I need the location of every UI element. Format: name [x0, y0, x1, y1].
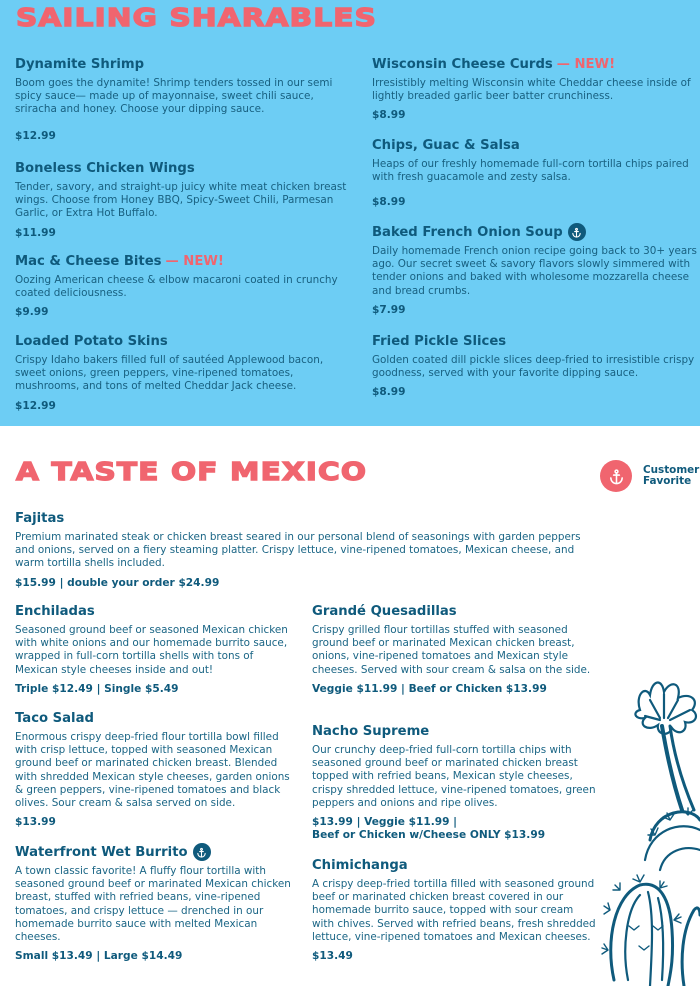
item-name: Taco Salad [15, 711, 94, 726]
legend-line-2: Favorite [643, 475, 692, 487]
item-description: Daily homemade French onion recipe going back to 30+ years ago. Our secret sweet & savory flavors slowly simmered with tender onions and baked with wholesome mozzarella cheese and bread crumbs. [372, 245, 697, 297]
item-description: Enormous crispy deep-fried flour tortilla bowl filled with crisp lettuce, topped with seasoned Mexican ground beef or marinated chicken breast. Blended with shredded Mexican style cheeses, garden onions & green peppers, vine-ripened tomatoes and black olives. Sour cream & salsa served on side. [15, 731, 290, 810]
section-title-sharables: SAILING SHARABLES [16, 3, 378, 32]
item-price: Triple $12.49 | Single $5.49 [15, 682, 179, 695]
item-description: Tender, savory, and straight-up juicy white meat chicken breast wings. Choose from Honey BBQ, Spicy-Sweet Chili, Parmesan Garlic, or Extra Hot Buffalo. [15, 181, 347, 220]
item-price: $8.99 [372, 386, 406, 399]
item-description: Golden coated dill pickle slices deep-fried to irresistible crispy goodness, served with your favorite dipping sauce. [372, 354, 695, 380]
item-name: Baked French Onion Soup [372, 224, 563, 240]
item-description: Heaps of our freshly homemade full-corn tortilla chips paired with fresh guacamole and zesty salsa. [372, 158, 689, 184]
menu-item-fajitas [15, 510, 585, 590]
item-price: Veggie $11.99 | Beef or Chicken $13.99 [312, 682, 547, 695]
item-name: Wisconsin Cheese Curds [372, 57, 553, 72]
item-name: Chimichanga [312, 858, 408, 873]
item-name: Nacho Supreme [312, 724, 430, 739]
item-price: $8.99 [372, 109, 406, 122]
item-name: Boneless Chicken Wings [15, 161, 195, 176]
item-name: Grandé Quesadillas [312, 604, 457, 619]
menu-item-fried-pickle-slices [372, 333, 698, 399]
new-badge: — NEW! [556, 57, 616, 72]
item-price: $7.99 [372, 303, 406, 316]
item-price: $12.99 [15, 129, 56, 142]
menu-item-waterfront-wet-burrito [15, 843, 297, 963]
anchor-icon [600, 460, 632, 492]
item-price [312, 816, 597, 842]
menu-item-enchiladas [15, 603, 297, 696]
item-price: $13.99 [15, 816, 56, 829]
item-name: Mac & Cheese Bites [15, 254, 162, 269]
item-name: Fajitas [15, 511, 65, 526]
item-description: A crispy deep-fried tortilla filled with seasoned ground beef or marinated chicken breast covered in our homemade burrito sauce, topped with sour cream with chives. Served with refried beans, fresh shredded lettuce, vine-ripened tomatoes and Mexican cheeses. [312, 878, 596, 943]
menu-item-wisconsin-cheese-curds [372, 56, 698, 122]
customer-favorite-anchor-icon [568, 223, 586, 241]
menu-item-boneless-chicken-wings [15, 160, 355, 240]
legend-label [643, 465, 699, 488]
item-description: Irresistibly melting Wisconsin white Cheddar cheese inside of lightly breaded garlic beer batter crunchiness. [372, 77, 691, 103]
menu-item-chips-guac-salsa [372, 137, 698, 209]
menu-item-chimichanga [312, 857, 597, 963]
item-name-row [372, 56, 698, 73]
item-price: $11.99 [15, 226, 56, 239]
section-title-mexico: A TASTE OF MEXICO [16, 457, 368, 486]
item-description: Seasoned ground beef or seasoned Mexican chicken with white onions and our homemade burrito sauce, wrapped in full-corn tortilla shells with tons of Mexican style cheeses inside and out! [15, 624, 288, 676]
menu-item-mac-cheese-bites [15, 253, 355, 319]
item-description: Crispy grilled flour tortillas stuffed with seasoned ground beef or marinated Mexican chicken breast, onions, vine-ripened tomatoes and Mexican style cheeses. Served with sour cream & salsa on the side. [312, 624, 591, 676]
item-price-line-2: Beef or Chicken w/Cheese ONLY $13.99 [312, 829, 546, 842]
item-price-line-1: $13.99 | Veggie $11.99 | [312, 816, 458, 829]
cactus-illustration [600, 670, 700, 986]
item-description: Crispy Idaho bakers filled full of sautéed Applewood bacon, sweet onions, green peppers, vine-ripened tomatoes, mushrooms, and tons of melted Cheddar Jack cheese. [15, 354, 324, 393]
item-description: Our crunchy deep-fried full-corn tortilla chips with seasoned ground beef or marinated chicken breast topped with refried beans, Mexican style cheeses, crispy shredded lettuce, vine-ripened tomatoes, green peppers and onions and ripe olives. [312, 744, 596, 809]
menu-item-dynamite-shrimp [15, 56, 355, 143]
item-price: $15.99 | double your order $24.99 [15, 576, 220, 589]
item-description: Oozing American cheese & elbow macaroni coated in crunchy coated deliciousness. [15, 274, 338, 300]
menu-item-loaded-potato-skins [15, 333, 345, 413]
item-price: Small $13.49 | Large $14.49 [15, 950, 183, 963]
item-name: Chips, Guac & Salsa [372, 138, 520, 153]
item-name: Dynamite Shrimp [15, 57, 145, 72]
legend-line-1: Customer [643, 463, 700, 476]
item-description: Boom goes the dynamite! Shrimp tenders tossed in our semi spicy sauce— made up of mayonnaise, sweet chili sauce, sriracha and honey. Choose your dipping sauce. [15, 77, 333, 116]
sailing-sharables-section [0, 0, 700, 426]
item-price: $12.99 [15, 399, 56, 412]
customer-favorite-anchor-icon [193, 843, 211, 861]
item-name: Loaded Potato Skins [15, 334, 168, 349]
item-name-row [372, 223, 698, 241]
item-name-row [15, 253, 355, 270]
new-badge: — NEW! [165, 254, 224, 269]
menu-item-nacho-supreme [312, 723, 597, 842]
item-price: $9.99 [15, 306, 49, 319]
item-name: Waterfront Wet Burrito [15, 844, 188, 860]
item-name-row [15, 843, 297, 861]
item-description: Premium marinated steak or chicken breast seared in our personal blend of seasonings with garden peppers and onions, served on a fiery steaming platter. Crispy lettuce, vine-ripened tomatoes, Mexican cheese, and warm tortilla shells included. [15, 531, 581, 570]
customer-favorite-legend [600, 460, 699, 492]
item-name: Fried Pickle Slices [372, 334, 507, 349]
item-description: A town classic favorite! A fluffy flour tortilla with seasoned ground beef or marinated Mexican chicken breast, stuffed with refried beans, vine-ripened tomatoes, and crispy lettuce — drenched in our homemade burrito sauce with melted Mexican cheeses. [15, 865, 291, 944]
menu-item-baked-french-onion-soup [372, 223, 698, 317]
item-price: $13.49 [312, 950, 353, 963]
item-price: $8.99 [372, 196, 406, 209]
menu-item-taco-salad [15, 710, 297, 829]
item-name: Enchiladas [15, 604, 95, 619]
menu-item-grande-quesadillas [312, 603, 597, 696]
